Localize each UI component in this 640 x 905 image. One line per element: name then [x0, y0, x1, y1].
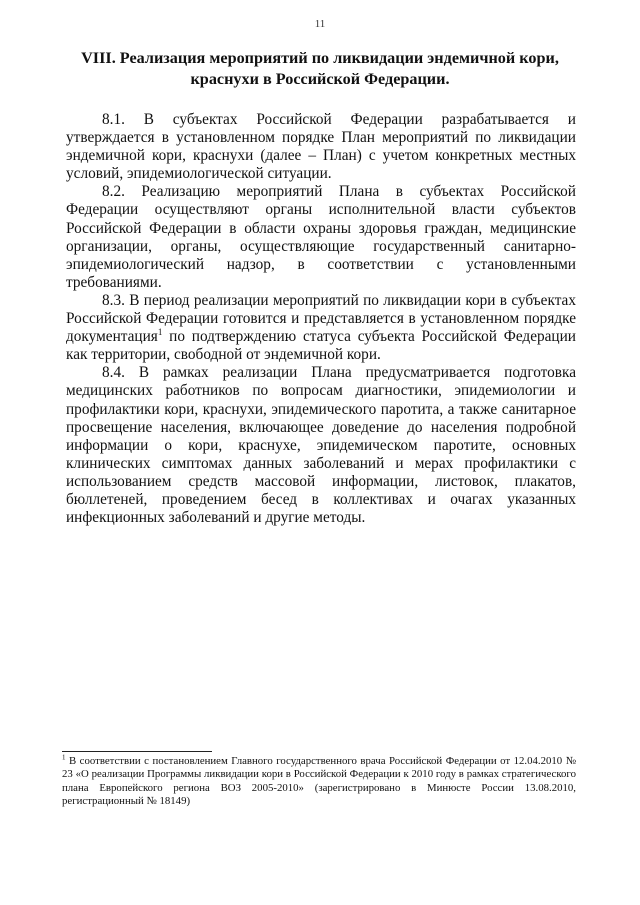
page-number: 11: [314, 18, 326, 30]
footnote: [62, 755, 576, 808]
section-title: [66, 48, 574, 90]
paragraph-8-3-text-before: 8.3. В период реализации мероприятий по ликвидации кори в субъектах Российской Федерации готовится и представляется в установленном порядке документация: [66, 291, 576, 346]
paragraph-8-1: 8.1. В субъектах Российской Федерации разрабатывается и утверждается в установленном порядке План мероприятий по ликвидации эндемичной кори, краснухи (далее – План) с учетом конкретных местных условий, эпидемиологической ситуации.: [66, 111, 576, 183]
paragraph-8-4: 8.4. В рамках реализации Плана предусматривается подготовка медицинских работников по вопросам диагностики, эпидемиологии и профилактики кори, краснухи, эпидемического паротита, а также санитарное просвещение населения, включающее доведение до населения подробной информации о кори, краснухе, эпидемическом паротите, основных клинических симптомах данных заболеваний и мерах профилактики с использованием средств массовой информации, листовок, плакатов, бюллетеней, проведением бесед в коллективах и очагах указанных инфекционных заболеваний и другие методы.: [66, 364, 576, 527]
paragraph-8-3-text-after: по подтверждению статуса субъекта Российской Федерации как территории, свободной от эндемичной кори.: [66, 328, 576, 364]
footnote-divider: [62, 751, 212, 752]
footnote-reference: 1: [157, 327, 163, 338]
footnote-text: В соответствии с постановлением Главного государственного врача Российской Федерации от 12.04.2010 № 23 «О реализации Программы ликвидации кори в Российской Федерации к 2010 году в рамках стратегического плана Европейского региона ВОЗ 2005-2010» (зарегистрировано в Минюсте России 13.08.2010, регистрационный № 18149): [62, 755, 576, 807]
section-title-line-2: краснухи в Российской Федерации.: [190, 70, 450, 88]
paragraph-8-3: [66, 292, 576, 364]
footnote-marker: 1: [62, 753, 66, 762]
body-text: [66, 111, 576, 527]
paragraph-8-2: 8.2. Реализацию мероприятий Плана в субъектах Российской Федерации осуществляют органы исполнительной власти субъектов Российской Федерации в области охраны здоровья граждан, медицинские организации, органы, осуществляющие государственный санитарно-эпидемиологический надзор, в соответствии с установленными требованиями.: [66, 183, 576, 291]
section-title-line-1: VIII. Реализация мероприятий по ликвидации эндемичной кори,: [81, 49, 559, 67]
